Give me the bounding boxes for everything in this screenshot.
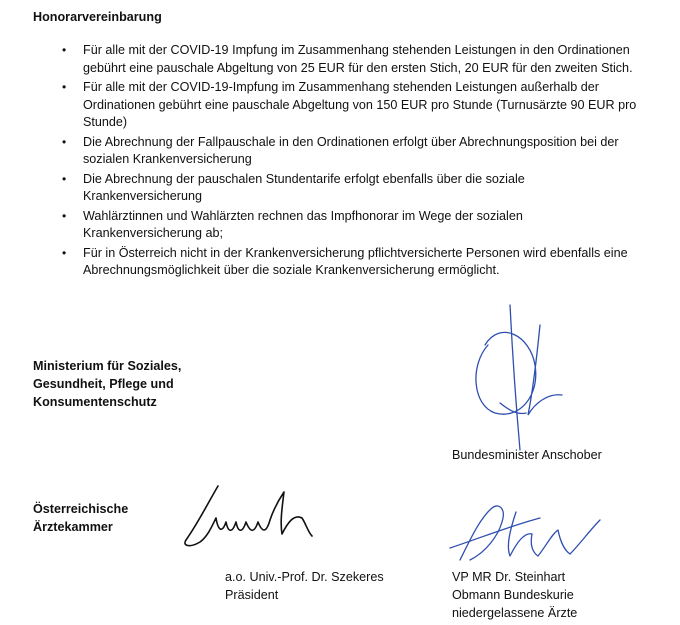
list-item-text: Für alle mit der COVID-19 Impfung im Zusammenhang stehenden Leistungen in den Ordinationen gebührt eine pauschale Abgeltung von 25 EUR für den ersten Stich, 20 EUR für den zweiten Stich.: [83, 43, 633, 75]
list-item: [0, 42, 638, 77]
ministry-line: Ministerium für Soziales,: [33, 359, 182, 373]
list-item: [0, 208, 638, 243]
bullet-icon: •: [62, 80, 67, 94]
bullet-icon: •: [62, 171, 67, 186]
president-signature-stroke: [185, 486, 312, 546]
vp-signature-stroke: [450, 506, 600, 560]
minister-signature-stroke: [476, 305, 562, 450]
ministry-name: [33, 357, 181, 411]
chamber-line: Ärztekammer: [33, 520, 113, 534]
minister-signature: [440, 285, 590, 455]
list-item: [0, 79, 638, 132]
list-item-text: Die Abrechnung der Fallpauschale in den Ordinationen erfolgt über Abrechnungsposition bei der sozialen Krankenversicherung: [83, 134, 619, 166]
president-signature: [178, 478, 338, 558]
list-item-text: Wahlärztinnen und Wahlärzten rechnen das Impfhonorar im Wege der sozialen Krankenversicherung ab;: [83, 208, 523, 240]
chamber-name: [33, 500, 128, 536]
list-item: [0, 134, 638, 169]
vp-name: VP MR Dr. Steinhart: [452, 570, 566, 584]
bullet-icon: •: [62, 208, 67, 223]
vp-block: [452, 568, 577, 622]
list-item-text: Die Abrechnung der pauschalen Stundentarife erfolgt ebenfalls über die soziale Krankenversicherung: [83, 171, 525, 203]
ministry-line: Gesundheit, Pflege und: [33, 377, 174, 391]
president-title: Präsident: [225, 588, 279, 602]
list-item: [0, 171, 638, 206]
list-item-text: Für alle mit der COVID-19-Impfung im Zusammenhang stehenden Leistungen außerhalb der Ordinationen gebührt eine pauschale Abgeltung von 150 EUR pro Stunde (Turnusärzte 90 EUR pro Stunde): [83, 80, 637, 129]
chamber-line: Österreichische: [33, 502, 129, 516]
president-block: [225, 568, 384, 604]
vp-title: Obmann Bundeskurie: [452, 588, 574, 602]
ministry-line: Konsumentenschutz: [33, 395, 157, 409]
president-name: a.o. Univ.-Prof. Dr. Szekeres: [225, 570, 384, 584]
bullet-icon: •: [62, 245, 67, 260]
vp-signature: [440, 490, 620, 575]
bullet-list: [0, 42, 680, 282]
list-item-text: Für in Österreich nicht in der Krankenversicherung pflichtversicherte Personen wird ebenfalls eine Abrechnungsmöglichkeit über die soziale Krankenversicherung ermöglicht.: [83, 245, 628, 277]
document-heading: Honorarvereinbarung: [33, 10, 162, 24]
bullet-icon: •: [62, 134, 67, 149]
list-item: [0, 245, 638, 280]
minister-title: Bundesminister Anschober: [452, 448, 602, 462]
vp-title-line2: niedergelassene Ärzte: [452, 606, 578, 620]
bullet-icon: •: [62, 43, 67, 57]
